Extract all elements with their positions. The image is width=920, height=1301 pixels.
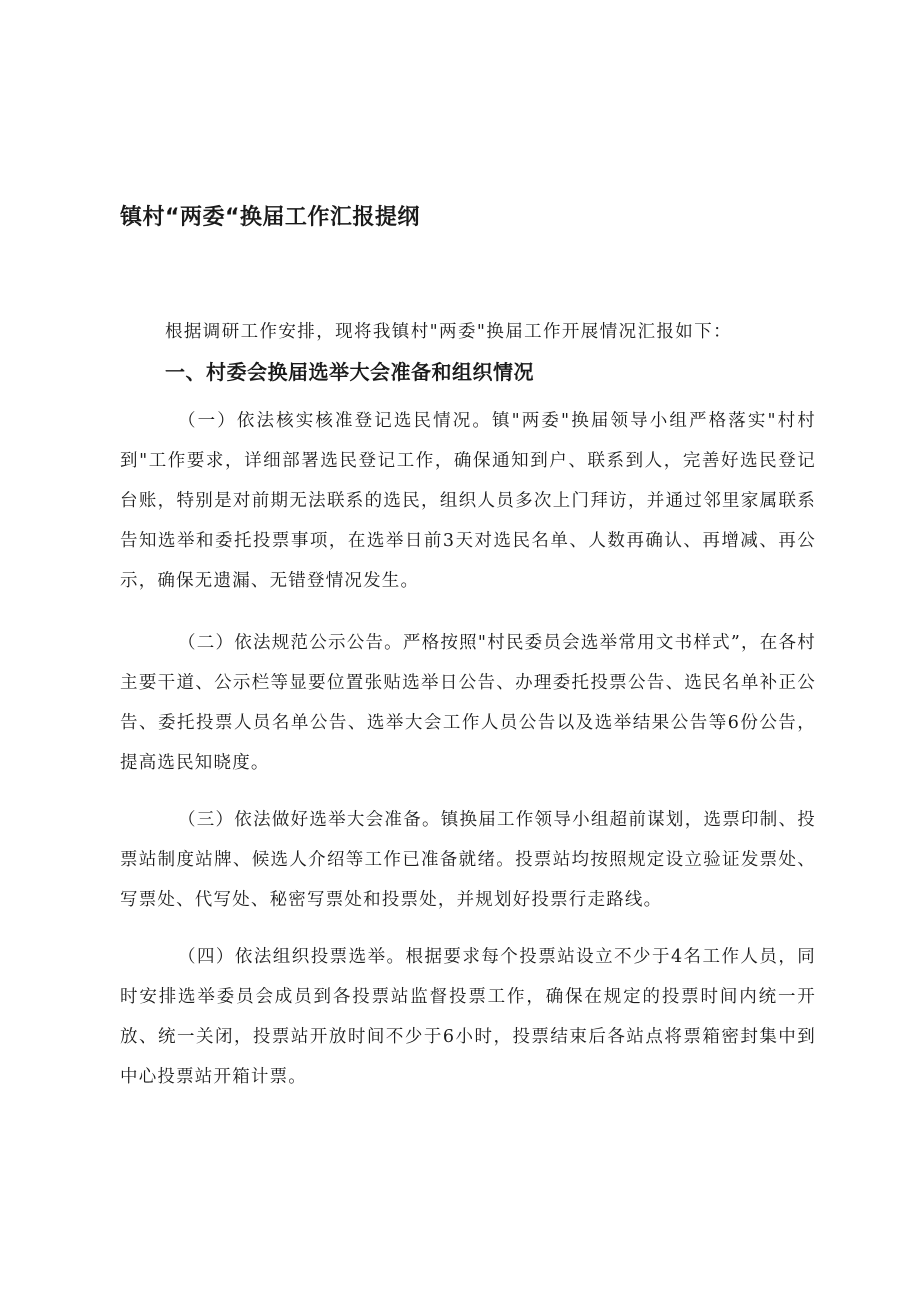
paragraph-1: （一）依法核实核准登记选民情况。镇"两委"换届领导小组严格落实"村村到"工作要求，详细部署选民登记工作，确保通知到户、联系到人，完善好选民登记台账，特别是对前期无法联系的选民，组织人员多次上门拜访，并通过邻里家属联系告知选举和委托投票事项，在选举日前3天对选民名单、人数再确认、再增减、再公示，确保无遗漏、无错登情况发生。 <box>120 411 816 591</box>
paragraph-2: （二）依法规范公示公告。严格按照"村民委员会选举常用文书样式”，在各村主要干道、公示栏等显要位置张贴选举日公告、办理委托投票公告、选民名单补正公告、委托投票人员名单公告、选举大会工作人员公告以及选举结果公告等6份公告，提高选民知晓度。 <box>120 633 816 773</box>
document-title: 镇村“两委“换届工作汇报提纲 <box>120 205 420 230</box>
section-heading: 一、村委会换届选举大会准备和组织情况 <box>165 360 534 384</box>
paragraph-4: （四）依法组织投票选举。根据要求每个投票站设立不少于4名工作人员，同时安排选举委员会成员到各投票站监督投票工作，确保在规定的投票时间内统一开放、统一关闭，投票站开放时间不少于6小时，投票结束后各站点将票箱密封集中到中心投票站开箱计票。 <box>120 947 816 1087</box>
paragraph-3: （三）依法做好选举大会准备。镇换届工作领导小组超前谋划，选票印制、投票站制度站牌、候选人介绍等工作已准备就绪。投票站均按照规定设立验证发票处、写票处、代写处、秘密写票处和投票处，并规划好投票行走路线。 <box>120 810 816 910</box>
intro-paragraph: 根据调研工作安排，现将我镇村"两委"换届工作开展情况汇报如下： <box>165 322 732 342</box>
